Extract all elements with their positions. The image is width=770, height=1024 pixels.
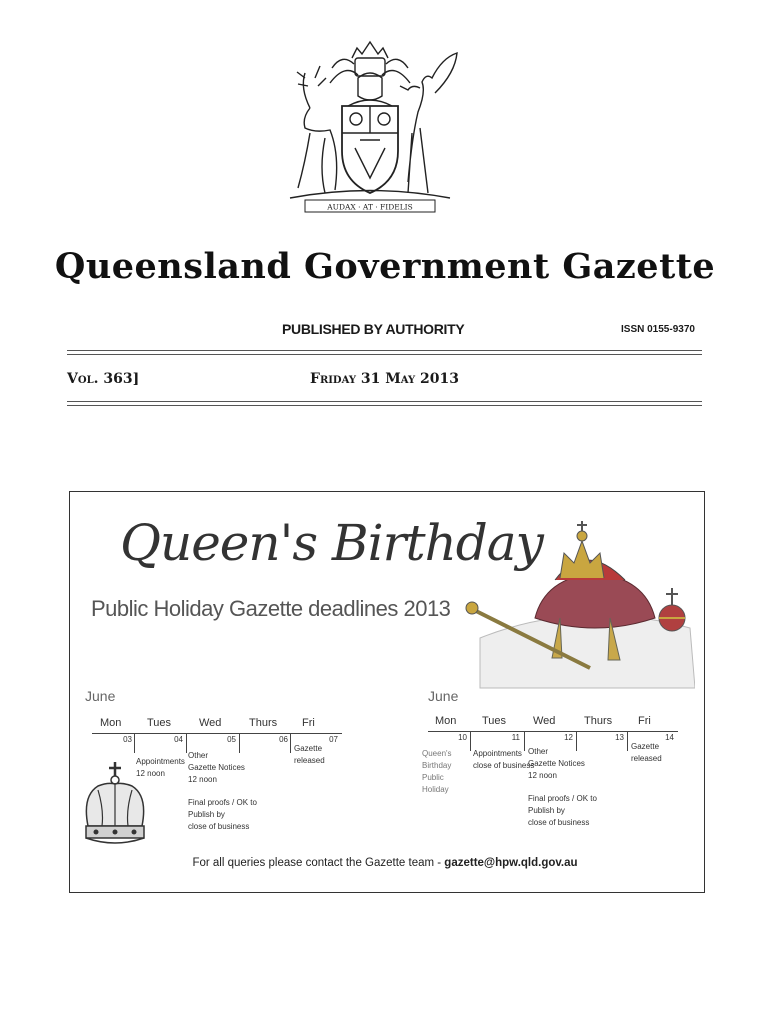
motto-text: AUDAX · AT · FIDELIS xyxy=(327,202,413,212)
gazette-title: Queensland Government Gazette xyxy=(54,246,716,287)
coat-of-arms-image xyxy=(270,38,470,218)
deadline-note: Gazette released xyxy=(631,742,662,763)
notice-subtitle: Public Holiday Gazette deadlines 2013 xyxy=(91,596,451,621)
issn-number: ISSN 0155-9370 xyxy=(621,324,695,335)
published-by-authority: PUBLISHED BY AUTHORITY xyxy=(282,321,465,337)
masthead-rule xyxy=(67,405,702,406)
calendar-month-label: June xyxy=(428,688,459,704)
calendar-month-label: June xyxy=(85,688,116,704)
date-number: 06 xyxy=(279,735,288,744)
holiday-note: Queen's Birthday Public Holiday xyxy=(422,749,452,794)
date-number: 10 xyxy=(458,733,467,742)
calendar-line xyxy=(428,731,678,732)
day-header: Fri xyxy=(302,717,315,729)
small-crown-image xyxy=(82,760,148,850)
gazette-email-link[interactable]: gazette@hpw.qld.gov.au xyxy=(444,857,578,869)
masthead-rule xyxy=(67,350,702,351)
day-header: Tues xyxy=(482,715,507,727)
deadline-note: Final proofs / OK to Publish by close of business xyxy=(528,794,597,827)
calendar-line xyxy=(92,733,342,734)
queries-text: For all queries please contact the Gazette team - xyxy=(192,857,445,869)
day-header: Fri xyxy=(638,715,651,727)
deadline-note: Gazette released xyxy=(294,744,325,765)
day-header: Thurs xyxy=(249,717,278,729)
date-number: 05 xyxy=(227,735,236,744)
day-header: Mon xyxy=(100,717,122,729)
crown-regalia-image xyxy=(460,518,695,690)
date-number: 14 xyxy=(665,733,674,742)
calendar-divider xyxy=(470,731,471,751)
date-number: 07 xyxy=(329,735,338,744)
volume-number: Vol. 363] xyxy=(67,371,140,387)
day-header: Mon xyxy=(435,715,457,727)
deadline-note: Other Gazette Notices 12 noon xyxy=(188,751,245,784)
day-header: Wed xyxy=(533,715,556,727)
calendar-divider xyxy=(134,733,135,753)
deadline-note: close of business xyxy=(473,761,535,770)
calendar-divider xyxy=(186,733,187,753)
date-number: 11 xyxy=(511,733,520,742)
day-header: Thurs xyxy=(584,715,613,727)
date-number: 12 xyxy=(564,733,573,742)
notice-title: Queen's Birthday xyxy=(120,514,543,572)
calendar-divider xyxy=(290,733,291,753)
deadline-note: Appointments 12 noon xyxy=(136,757,185,778)
deadline-note: Final proofs / OK to Publish by close of business xyxy=(188,798,257,831)
queries-contact xyxy=(0,857,770,869)
masthead-rule xyxy=(67,354,702,355)
date-number: 04 xyxy=(174,735,183,744)
day-header: Tues xyxy=(147,717,172,729)
day-header: Wed xyxy=(199,717,222,729)
date-number: 03 xyxy=(123,735,132,744)
masthead-rule xyxy=(67,401,702,402)
issue-date: Friday 31 May 2013 xyxy=(310,371,459,387)
deadline-note: Other Gazette Notices 12 noon xyxy=(528,747,585,780)
calendar-divider xyxy=(524,731,525,751)
calendar-divider xyxy=(627,731,628,751)
date-number: 13 xyxy=(615,733,624,742)
deadline-note: Appointments xyxy=(473,749,522,758)
